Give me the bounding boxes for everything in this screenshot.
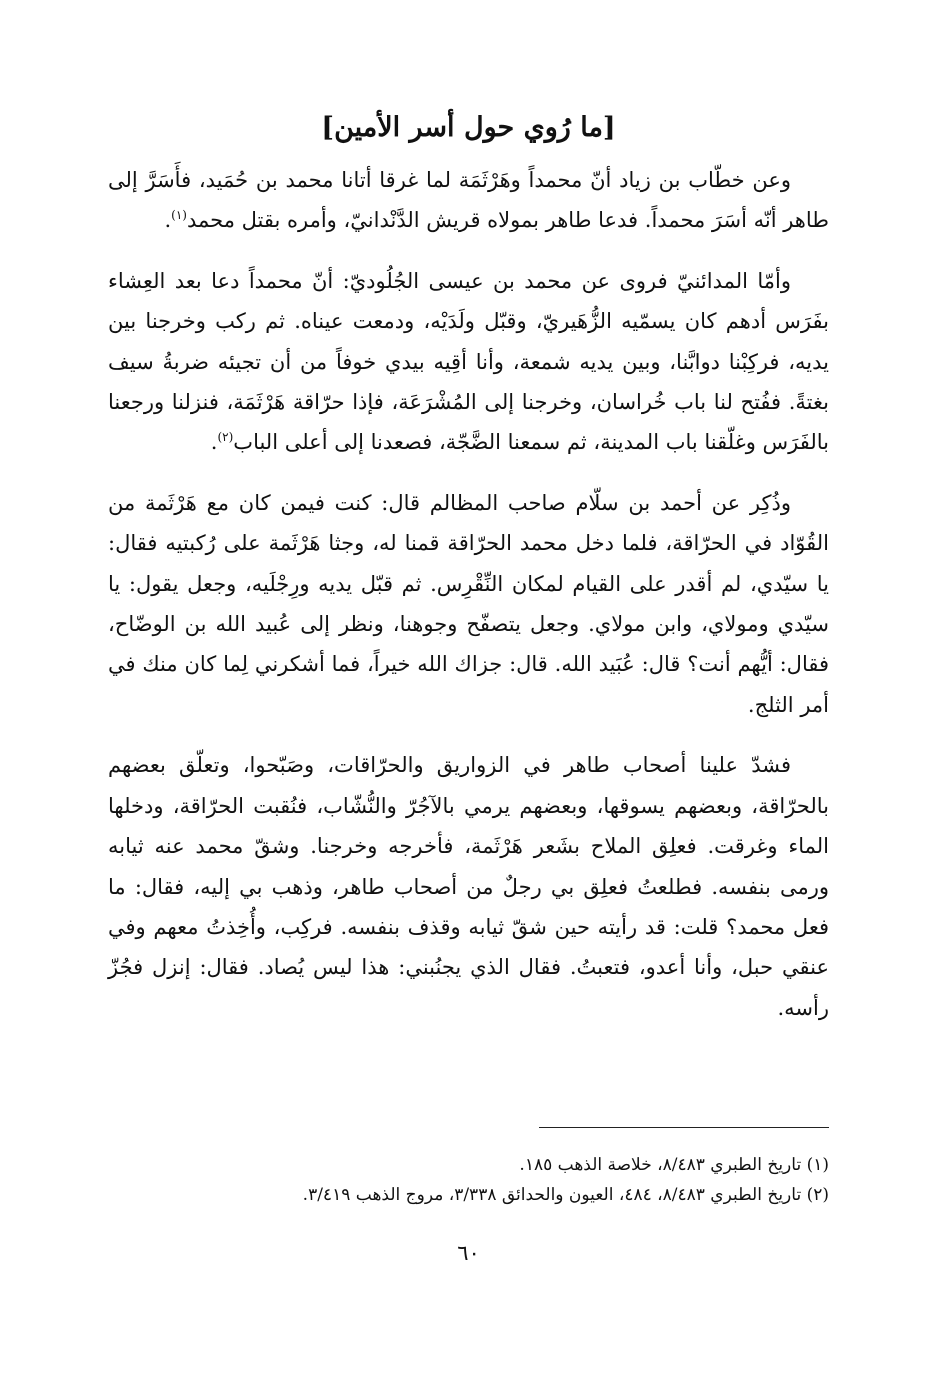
paragraph-1 xyxy=(108,160,829,241)
paragraph-1-tail: . xyxy=(164,208,172,233)
paragraph-4 xyxy=(108,745,829,1028)
paragraph-2-tail: . xyxy=(210,430,218,455)
paragraph-3 xyxy=(108,483,829,725)
footnote-ref-2: (٢) xyxy=(217,430,234,445)
section-heading: [ما رُوي حول أسر الأمين] xyxy=(321,112,616,143)
footnote-2: (٢) تاريخ الطبري ٨/٤٨٣، ٤٨٤، العيون والحدائق ٣/٣٣٨، مروج الذهب ٣/٤١٩. xyxy=(302,1185,829,1205)
page-number: ٦٠ xyxy=(457,1241,480,1265)
paragraph-4-text: فشدّ علينا أصحاب طاهر في الزواريق والحرّاقات، وصَبّحوا، وتعلّق بعضهم بالحرّاقة، وبعضهم يسوقها، وبعضهم يرمي بالآجُرّ والنُّشّاب، فنُقبت الحرّاقة، ودخلها الماء وغرقت. فعلِق الملاح بشَعر هَرْثَمة، فأخرجه وخرجنا. وشقّ محمد عنه ثيابه ورمى بنفسه. فطلعتُ فعلِق بي رجلٌ من أصحاب طاهر، وذهب بي إليه، فقال: ما فعل محمد؟ قلت: قد رأيته حين شقّ ثيابه وقذف بنفسه. فركِب، وأُخِذتُ معهم وفي عنقي حبل، وأنا أعدو، فتعبتُ. فقال الذي يجنُبني: هذا ليس يُصاد. فقال: إنزل فجُزّ رأسه. xyxy=(108,753,829,1020)
footnote-1: (١) تاريخ الطبري ٨/٤٨٣، خلاصة الذهب ١٨٥. xyxy=(519,1155,829,1175)
footnotes xyxy=(108,1150,829,1210)
body-text xyxy=(108,160,829,1028)
paragraph-1-text: وعن خطّاب بن زياد أنّ محمداً وهَرْثَمَة لما غرقا أتانا محمد بن حُمَيد، فأَسَرَّ إلى طاهر أنّه أسَرَ محمداً. فدعا طاهر بمولاه قريش الدَّنْدانيّ، وأمره بقتل محمد xyxy=(108,168,829,233)
paragraph-3-text: وذُكِر عن أحمد بن سلّام صاحب المظالم قال: كنت فيمن كان مع هَرْثَمة من القُوّاد في الحرّاقة، فلما دخل محمد الحرّاقة قمنا له، وجثا هَرْثَمة على رُكبتيه فقال: يا سيّدي، لم أقدر على القيام لمكان النِّقْرِس. ثم قبّل يديه ورِجْلَيه، وجعل يقول: يا سيّدي ومولاي، وابن مولاي. وجعل يتصفّح وجوهنا، ونظر إلى عُبيد الله بن الوضّاح، فقال: أيُّهم أنت؟ قال: عُبَيد الله. قال: جزاك الله خيراً، فما أشكرني لِما كان منك في أمر الثلج. xyxy=(108,490,829,717)
paragraph-2-text: وأمّا المدائنيّ فروى عن محمد بن عيسى الجُلُوديّ: أنّ محمداً دعا بعد العِشاء بفَرَس أدهم كان يسمّيه الزُّهَيريّ، وقبّل ولَدَيْه، ودمعت عيناه. ثم ركب وخرجنا بين يديه، فركِبْنا دوابَّنا، وبين يديه شمعة، وأنا أقِيه بيدي خوفاً من أن تجيئه ضربةُ سيف بغتةً. ففُتح لنا باب خُراسان، وخرجنا إلى المُشْرَعَة، فإذا حرّاقة هَرْثَمَة، فنزلنا ورجعنا بالفَرَس وغلّقنا باب المدينة، ثم سمعنا الضَّجّة، فصعدنا إلى أعلى الباب xyxy=(108,268,829,455)
paragraph-2 xyxy=(108,261,829,463)
footnote-divider xyxy=(539,1127,829,1128)
footnote-ref-1: (١) xyxy=(171,208,187,223)
